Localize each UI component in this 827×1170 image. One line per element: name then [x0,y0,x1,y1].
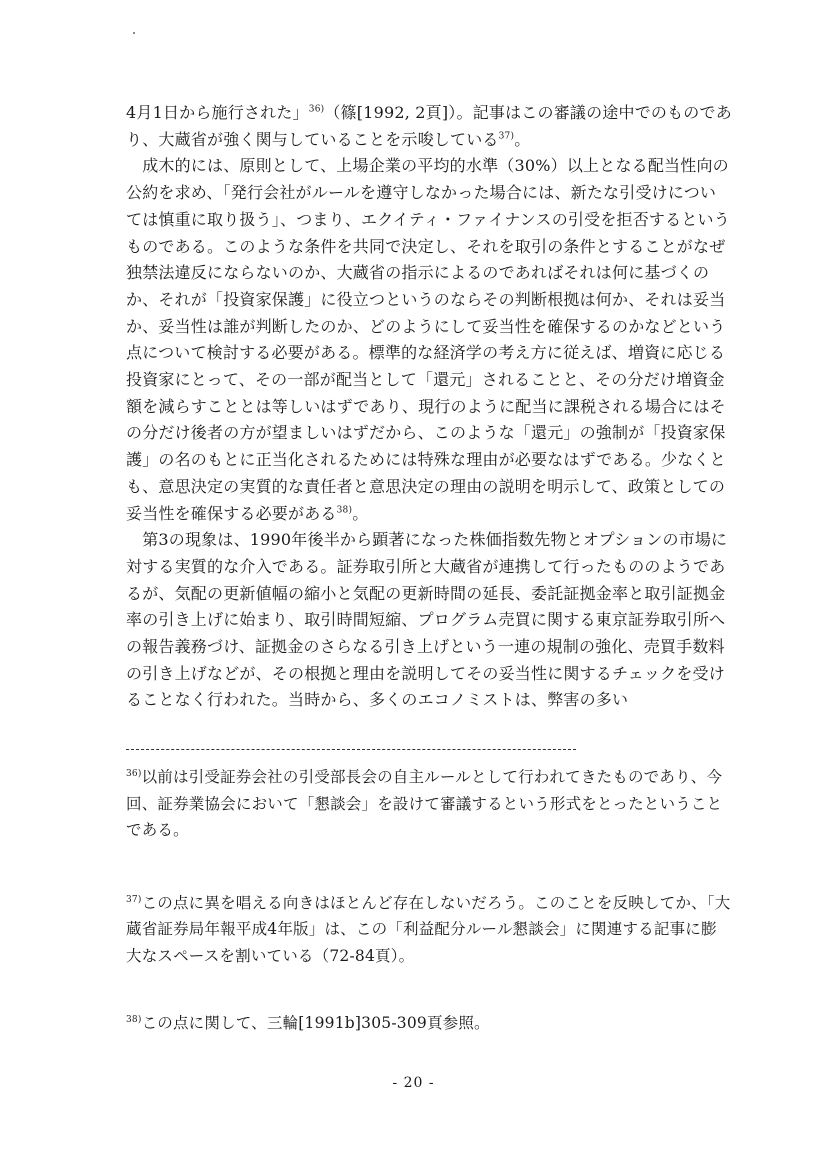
paragraph-1-text: 4月1日から施行された」 [126,103,309,122]
paragraph-3 [126,527,732,714]
footnote-ref-38: 38) [336,505,353,516]
footnote-36 [126,764,732,844]
footnotes [126,764,732,1037]
footnote-36-marker: 36) [126,768,142,779]
scan-speck [133,32,135,34]
paragraph-2-text: 成木的には、原則として、上場企業の平均的水準（30%）以上となる配当性向の公約を求め、「発行会社がルールを遵守しなかった場合には、新たな引受けについては慎重に取り扱う」、つまり、エクイティ・ファイナンスの引受を拒否するというものである。このような条件を共同で決定し、それを取引の条件とすることがなぜ独禁法違反にならないのか、大蔵省の指示によるのであればそれは何に基づくのか、それが「投資家保護」に役立つというのならその判断根拠は何か、それは妥当か、妥当性は誰が判断したのか、どのようにして妥当性を確保するのかなどという点について検討する必要がある。標準的な経済学の考え方に従えば、増資に応じる投資家にとって、その一部が配当として「還元」されることと、その分だけ増資金額を減らすこととは等しいはずであり、現行のように配当に課税される場合にはその分だけ後者の方が望ましいはずだから、このような「還元」の強制が「投資家保護」の名のもとに正当化されるためには特殊な理由が必要なはずである。少なくとも、意思決定の実質的な責任者と意思決定の理由の説明を明示して、政策としての妥当性を確保する必要がある [126,156,730,523]
footnote-37 [126,890,732,970]
main-text [126,100,732,714]
paragraph-1-text-cont: （篠[1992, 2頁]）。記事はこの審議の途中でのものであり、大蔵省が強く関与していることを示唆している [126,103,732,149]
paragraph-1 [126,100,732,153]
footnote-ref-37: 37) [498,131,515,142]
footnote-divider [126,749,576,750]
paragraph-1-end: 。 [514,129,531,149]
footnote-38-marker: 38) [126,1014,142,1025]
footnote-ref-36: 36) [308,104,325,115]
footnote-36-text: 以前は引受証券会社の引受部長会の自主ルールとして行われてきたものであり、今回、証券業協会において「懇談会」を設けて審議するという形式をとったということである。 [126,768,723,839]
paragraph-2 [126,153,732,527]
paragraph-3-text: 第3の現象は、1990年後半から顕著になった株価指数先物とオプションの市場に対する実質的な介入である。証券取引所と大蔵省が連携して行ったもののようであるが、気配の更新値幅の縮小と気配の更新時間の延長、委託証拠金率と取引証拠金率の引き上げに始まり、取引時間短縮、プログラム売買に関する東京証券取引所への報告義務づけ、証拠金のさらなる引き上げという一連の規制の強化、売買手数料の引き上げなどが、その根拠と理由を説明してその妥当性に関するチェックを受けることなく行われた。当時から、多くのエコノミストは、弊害の多い [126,530,728,710]
paragraph-2-end: 。 [352,503,369,523]
footnote-37-marker: 37) [126,894,142,905]
footnote-38 [126,1010,732,1037]
footnote-38-text: この点に関して、三輪[1991b]305-309頁参照。 [141,1014,490,1032]
page-number: - 20 - [392,1075,435,1091]
footnote-37-text: この点に異を唱える向きはほとんど存在しないだろう。このことを反映してか、「大蔵省証券局年報平成4年版」は、この「利益配分ルール懇談会」に関連する記事に膨大なスペースを割いている（72-84頁）。 [126,893,731,965]
